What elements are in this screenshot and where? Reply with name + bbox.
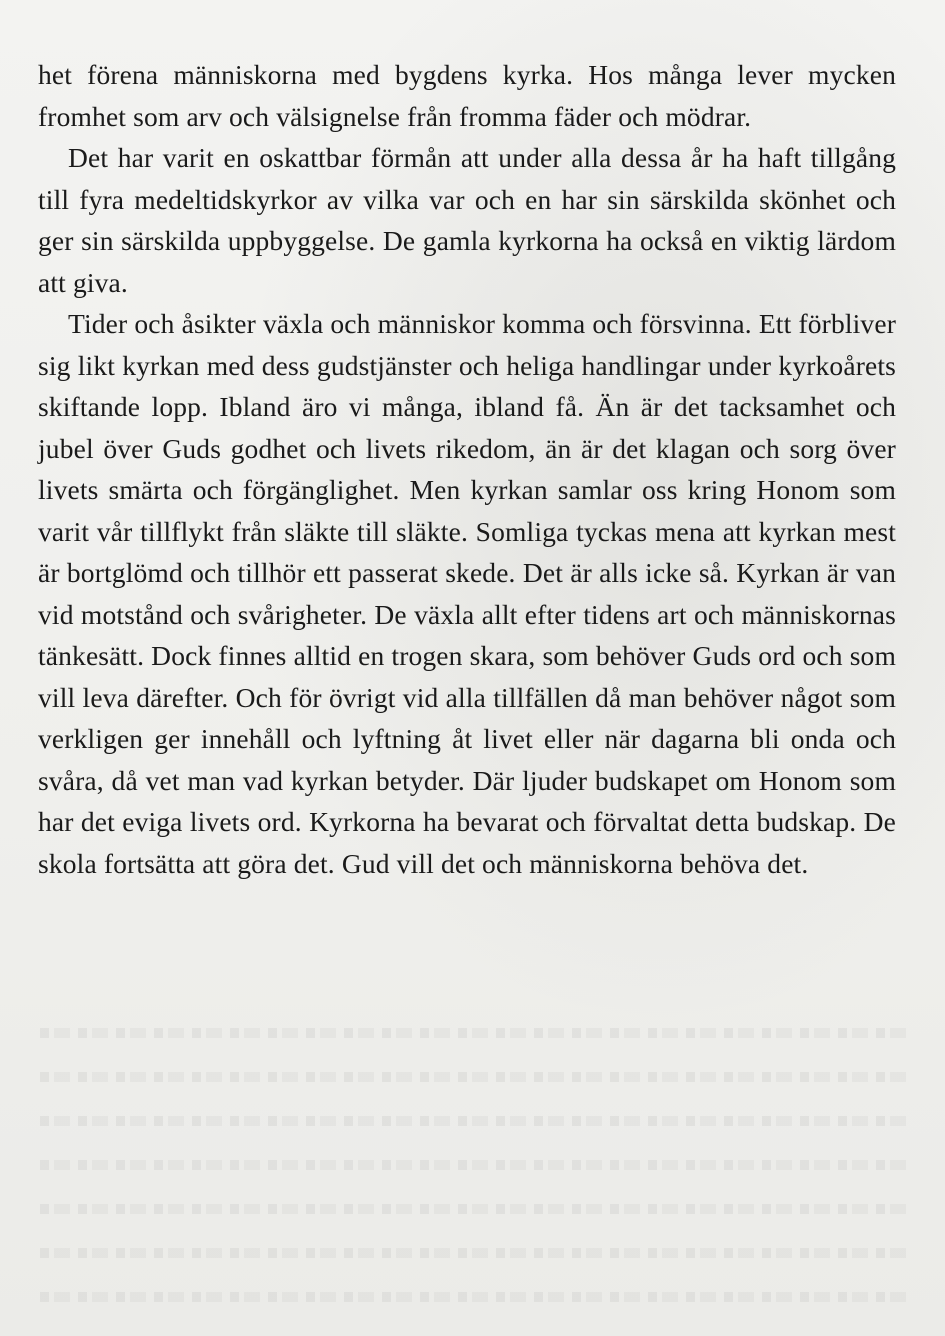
show-through-line — [40, 1010, 910, 1054]
show-through-line — [40, 1230, 910, 1274]
show-through-line — [40, 1098, 910, 1142]
paragraph-1: het förena människorna med bygdens kyrka. Hos många lever mycken fromhet som arv och välsignelse från fromma fäder och mödrar. — [38, 59, 896, 132]
show-through-line — [40, 1186, 910, 1230]
show-through-line — [40, 1142, 910, 1186]
show-through-texture — [40, 1010, 910, 1320]
paragraph-2: Det har varit en oskattbar förmån att under alla dessa år ha haft tillgång till fyra medeltidskyrkor av vilka var och en har sin särskilda skönhet och ger sin särskilda uppbyggelse. De gamla kyrkorna ha också en viktig lärdom att giva. — [38, 142, 896, 298]
body-text — [38, 54, 896, 884]
paragraph-3: Tider och åsikter växla och människor komma och försvinna. Ett förbliver sig likt kyrkan med dess gudstjänster och heliga handlingar under kyrkoårets skiftande lopp. Ibland äro vi många, ibland få. Än är det tacksamhet och jubel över Guds godhet och livets rikedom, än är det klagan och sorg över livets smärta och förgänglighet. Men kyrkan samlar oss kring Honom som varit vår tillflykt från släkte till släkte. Somliga tyckas mena att kyrkan mest är bortglömd och tillhör ett passerat skede. Det är alls icke så. Kyrkan är van vid motstånd och svårigheter. De växla allt efter tidens art och människornas tänkesätt. Dock finnes alltid en trogen skara, som behöver Guds ord och som vill leva därefter. Och för övrigt vid alla tillfällen då man behöver något som verkligen ger innehåll och lyftning åt livet eller när dagarna bli onda och svåra, då vet man vad kyrkan betyder. Där ljuder budskapet om Honom som har det eviga livets ord. Kyrkorna ha bevarat och förvaltat detta budskap. De skola fortsätta att göra det. Gud vill det och människorna behöva det. — [38, 308, 896, 879]
show-through-line — [40, 1274, 910, 1318]
show-through-line — [40, 1054, 910, 1098]
